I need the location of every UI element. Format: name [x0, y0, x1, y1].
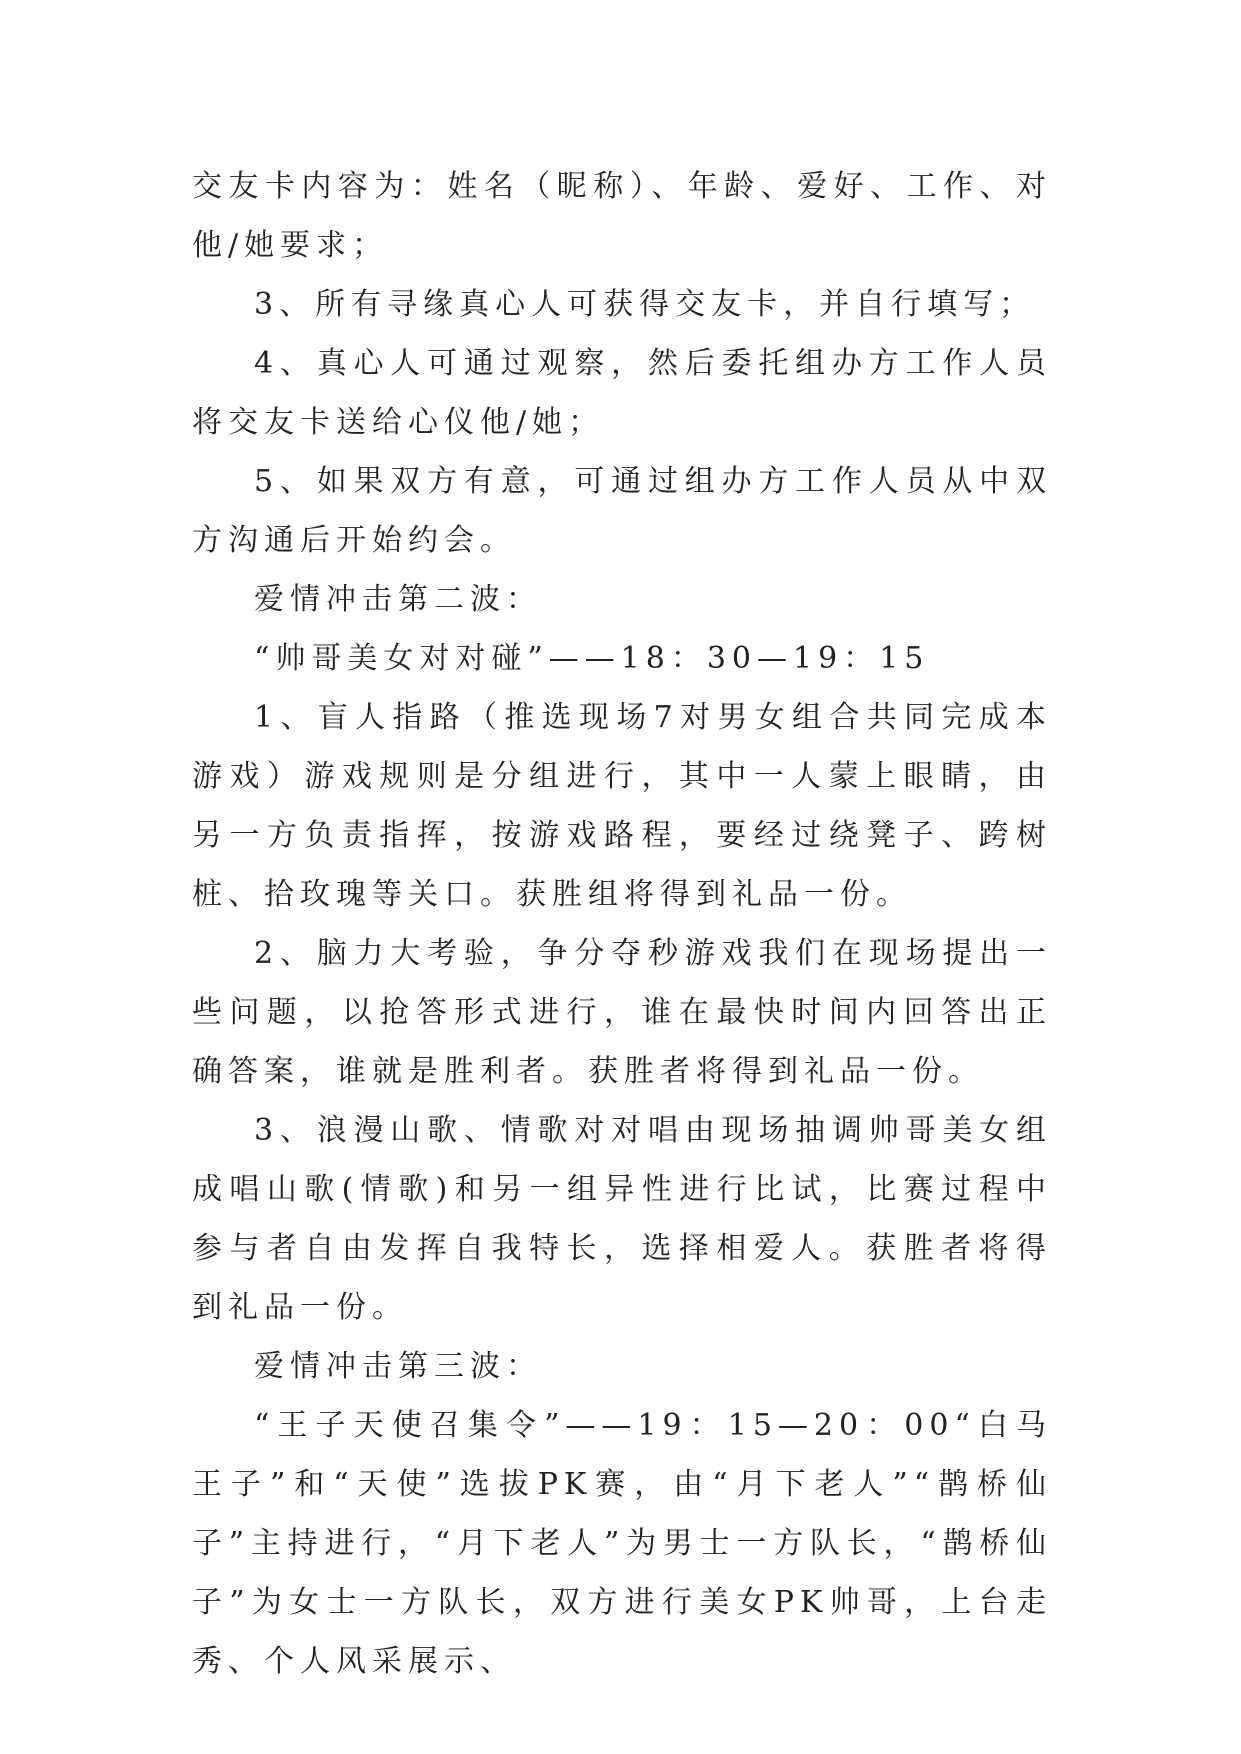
paragraph-item-3: 3、所有寻缘真心人可获得交友卡，并自行填写； [254, 287, 1036, 322]
paragraph-game-1: 1、盲人指路（推选现场7对男女组合共同完成本游戏）游戏规则是分组进行，其中一人蒙上眼睛，由另一方负责指挥，按游戏路程，要经过绕凳子、跨树桩、拾玫瑰等关口。获胜组将得到礼品一份。 [192, 700, 1052, 912]
paragraph-wave-3-details: “王子天使召集令”——19：15—20：00“白马王子”和“天使”选拔PK赛，由“月下老人”“鹊桥仙子”主持进行，“月下老人”为男士一方队长，“鹊桥仙子”为女士一方队长，双方进行美女PK帅哥，上台走秀、个人风采展示、 [192, 1408, 1052, 1679]
paragraph-game-2: 2、脑力大考验，争分夺秒游戏我们在现场提出一些问题，以抢答形式进行，谁在最快时间内回答出正确答案，谁就是胜利者。获胜者将得到礼品一份。 [192, 936, 1052, 1089]
document-body [192, 157, 1052, 1691]
section-heading-wave-2: 爱情冲击第二波： [254, 582, 542, 617]
paragraph-friend-card-content: 交友卡内容为：姓名（昵称）、年龄、爱好、工作、对他/她要求； [192, 169, 1052, 263]
paragraph-item-4: 4、真心人可通过观察，然后委托组办方工作人员将交友卡送给心仪他/她； [192, 346, 1052, 440]
paragraph-game-3: 3、浪漫山歌、情歌对对唱由现场抽调帅哥美女组成唱山歌(情歌)和另一组异性进行比试，比赛过程中参与者自由发挥自我特长，选择相爱人。获胜者将得到礼品一份。 [192, 1113, 1052, 1325]
event-title-wave-2: “帅哥美女对对碰”——18：30—19：15 [254, 641, 930, 676]
paragraph-item-5: 5、如果双方有意，可通过组办方工作人员从中双方沟通后开始约会。 [192, 464, 1052, 558]
section-heading-wave-3: 爱情冲击第三波： [254, 1349, 542, 1384]
